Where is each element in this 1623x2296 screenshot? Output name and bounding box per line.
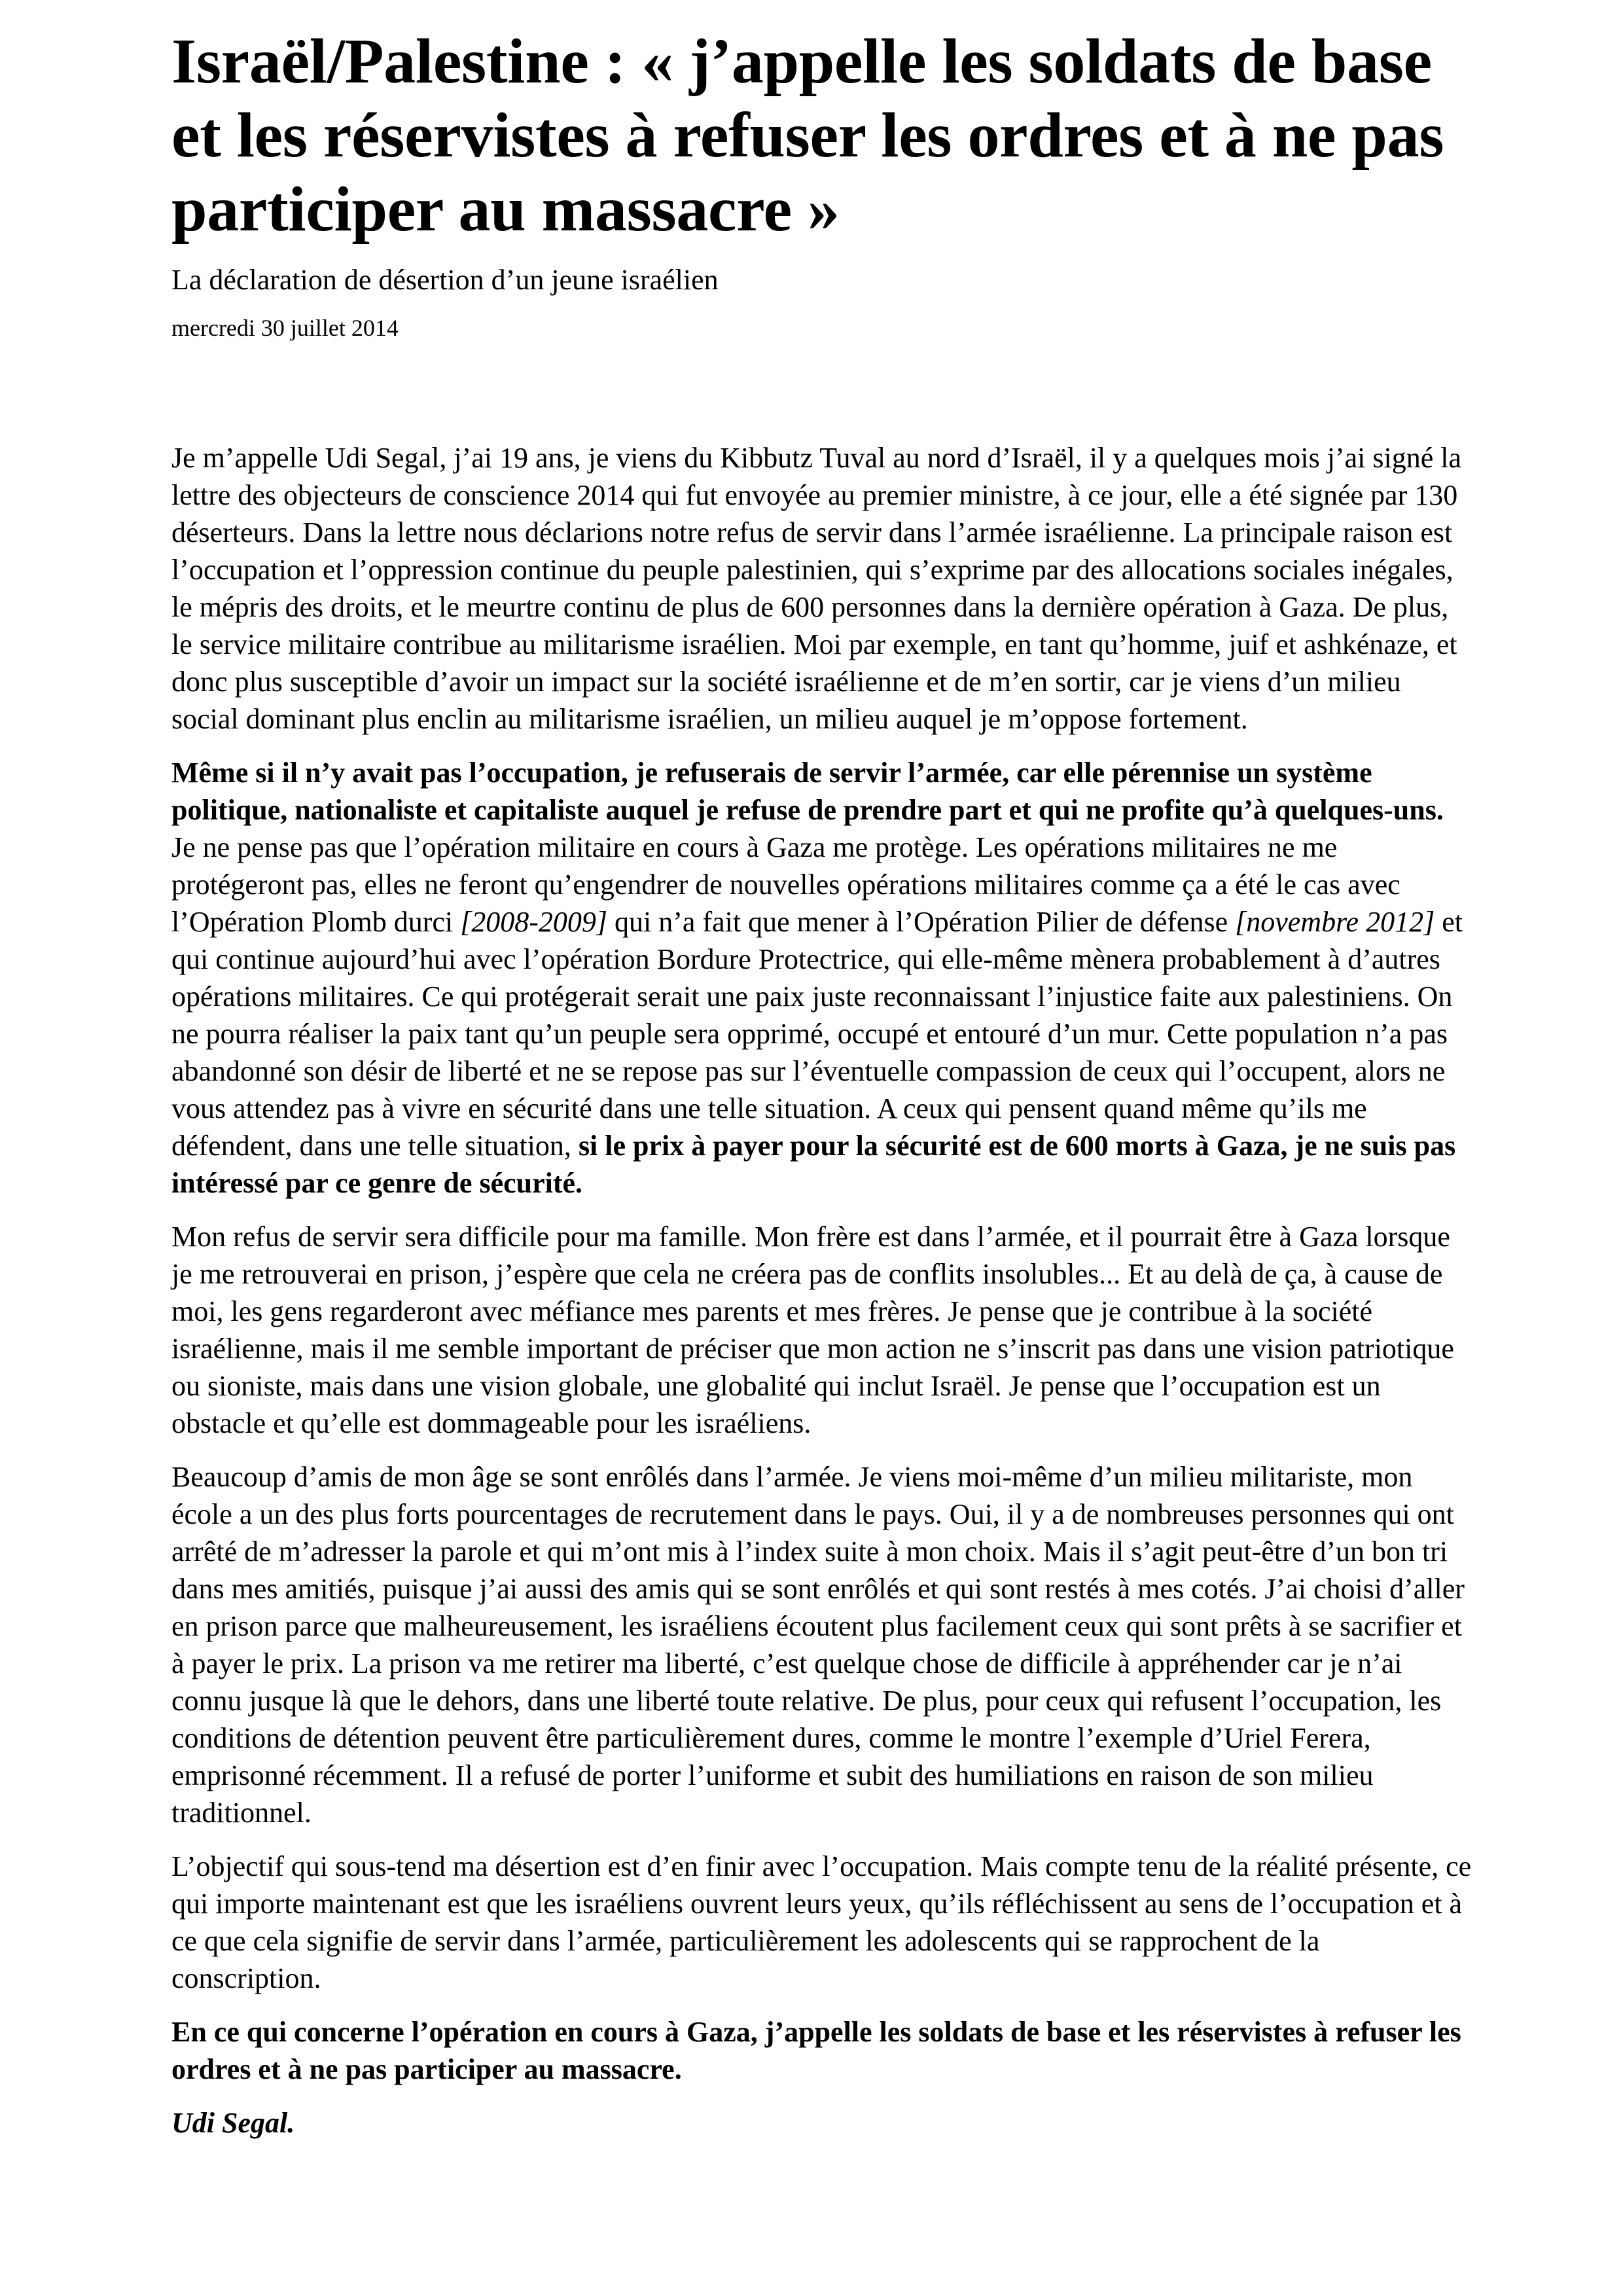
- article-date: mercredi 30 juillet 2014: [171, 315, 399, 341]
- signature: [171, 2104, 1474, 2142]
- paragraph-2-text-2: qui n’a fait que mener à l’Opération Pilier de défense: [607, 906, 1236, 938]
- paragraph-6: [171, 2013, 1474, 2088]
- paragraph-2-text-1: Je ne pense pas que l’opération militaire en cours à Gaza me protège. Les opérations militaires ne me protégeront pas, elles ne feront qu’engendrer de nouvelles opérations militaires comme ça a été le cas avec l’Opération Plomb durci: [171, 831, 1400, 938]
- article: [171, 25, 1474, 2158]
- paragraph-2-italic-2: [novembre 2012]: [1235, 906, 1435, 938]
- paragraph-1: Je m’appelle Udi Segal, j’ai 19 ans, je viens du Kibbutz Tuval au nord d’Israël, il y a quelques mois j’ai signé la lettre des objecteurs de conscience 2014 qui fut envoyée au premier ministre, à ce jour, elle a été signée par 130 déserteurs. Dans la lettre nous déclarions notre refus de servir dans l’armée israélienne. La principale raison est l’occupation et l’oppression continue du peuple palestinien, qui s’exprime par des allocations sociales inégales, le mépris des droits, et le meurtre continu de plus de 600 personnes dans la dernière opération à Gaza. De plus, le service militaire contribue au militarisme israélien. Moi par exemple, en tant qu’homme, juif et ashkénaze, et donc plus susceptible d’avoir un impact sur la société israélienne et de m’en sortir, car je viens d’un milieu social dominant plus enclin au militarisme israélien, un milieu auquel je m’oppose fortement.: [171, 442, 1462, 735]
- article-subtitle: La déclaration de désertion d’un jeune israélien: [171, 264, 719, 296]
- paragraph-2: [171, 754, 1474, 1202]
- paragraph-4: Beaucoup d’amis de mon âge se sont enrôlés dans l’armée. Je viens moi-même d’un milieu militariste, mon école a un des plus forts pourcentages de recrutement dans le pays. Oui, il y a de nombreuses personnes qui ont arrêté de m’adresser la parole et qui m’ont mis à l’index suite à mon choix. Mais il s’agit peut-être d’un bon tri dans mes amitiés, puisque j’ai aussi des amis qui se sont enrôlés et qui sont restés à mes cotés. J’ai choisi d’aller en prison parce que malheureusement, les israéliens écoutent plus facilement ceux qui sont prêts à se sacrifier et à payer le prix. La prison va me retirer ma liberté, c’est quelque chose de difficile à appréhender car je n’ai connu jusque là que le dehors, dans une liberté toute relative. De plus, pour ceux qui refusent l’occupation, les conditions de détention peuvent être particulièrement dures, comme le montre l’exemple d’Uriel Ferera, emprisonné récemment. Il a refusé de porter l’uniforme et subit des humiliations en raison de son milieu traditionnel.: [171, 1461, 1465, 1829]
- paragraph-6-bold: En ce qui concerne l’opération en cours à Gaza, j’appelle les soldats de base et les réservistes à refuser les ordres et à ne pas participer au massacre.: [171, 2016, 1461, 2085]
- signature-text: Udi Segal.: [171, 2107, 295, 2139]
- paragraph-2-bold-lead: Même si il n’y avait pas l’occupation, je refuserais de servir l’armée, car elle pérennise un système politique, nationaliste et capitaliste auquel je refuse de prendre part et qui ne profite qu’à quelques-uns.: [171, 757, 1444, 826]
- paragraph-3: Mon refus de servir sera difficile pour ma famille. Mon frère est dans l’armée, et il pourrait être à Gaza lorsque je me retrouverai en prison, j’espère que cela ne créera pas de conflits insolubles... Et au delà de ça, à cause de moi, les gens regarderont avec méfiance mes parents et mes frères. Je pense que je contribue à la société israélienne, mais il me semble important de préciser que mon action ne s’inscrit pas dans une vision patriotique ou sioniste, mais dans une vision globale, une globalité qui inclut Israël. Je pense que l’occupation est un obstacle et qu’elle est dommageable pour les israéliens.: [171, 1221, 1454, 1439]
- paragraph-5: L’objectif qui sous-tend ma désertion est d’en finir avec l’occupation. Mais compte tenu de la réalité présente, ce qui importe maintenant est que les israéliens ouvrent leurs yeux, qu’ils réfléchissent au sens de l’occupation et à ce que cela signifie de servir dans l’armée, particulièrement les adolescents qui se rapprochent de la conscription.: [171, 1850, 1472, 1994]
- paragraph-2-text-3: et qui continue aujourd’hui avec l’opération Bordure Protectrice, qui elle-même mènera probablement à d’autres opérations militaires. Ce qui protégerait serait une paix juste reconnaissant l’injustice faite aux palestiniens. On ne pourra réaliser la paix tant qu’un peuple sera opprimé, occupé et entouré d’un mur. Cette population n’a pas abandonné son désir de liberté et ne se repose pas sur l’éventuelle compassion de ceux qui l’occupent, alors ne vous attendez pas à vivre en sécurité dans une telle situation. A ceux qui pensent quand même qu’ils me défendent, dans une telle situation,: [171, 906, 1463, 1162]
- article-title: Israël/Palestine : « j’appelle les soldats de base et les réservistes à refuser les ordres et à ne pas participer au massacre »: [171, 26, 1444, 245]
- paragraph-2-bold-end: si le prix à payer pour la sécurité est de 600 morts à Gaza, je ne suis pas intéressé par ce genre de sécurité.: [171, 1130, 1456, 1199]
- paragraph-2-italic-1: [2008-2009]: [460, 906, 608, 938]
- article-body: [171, 439, 1474, 2142]
